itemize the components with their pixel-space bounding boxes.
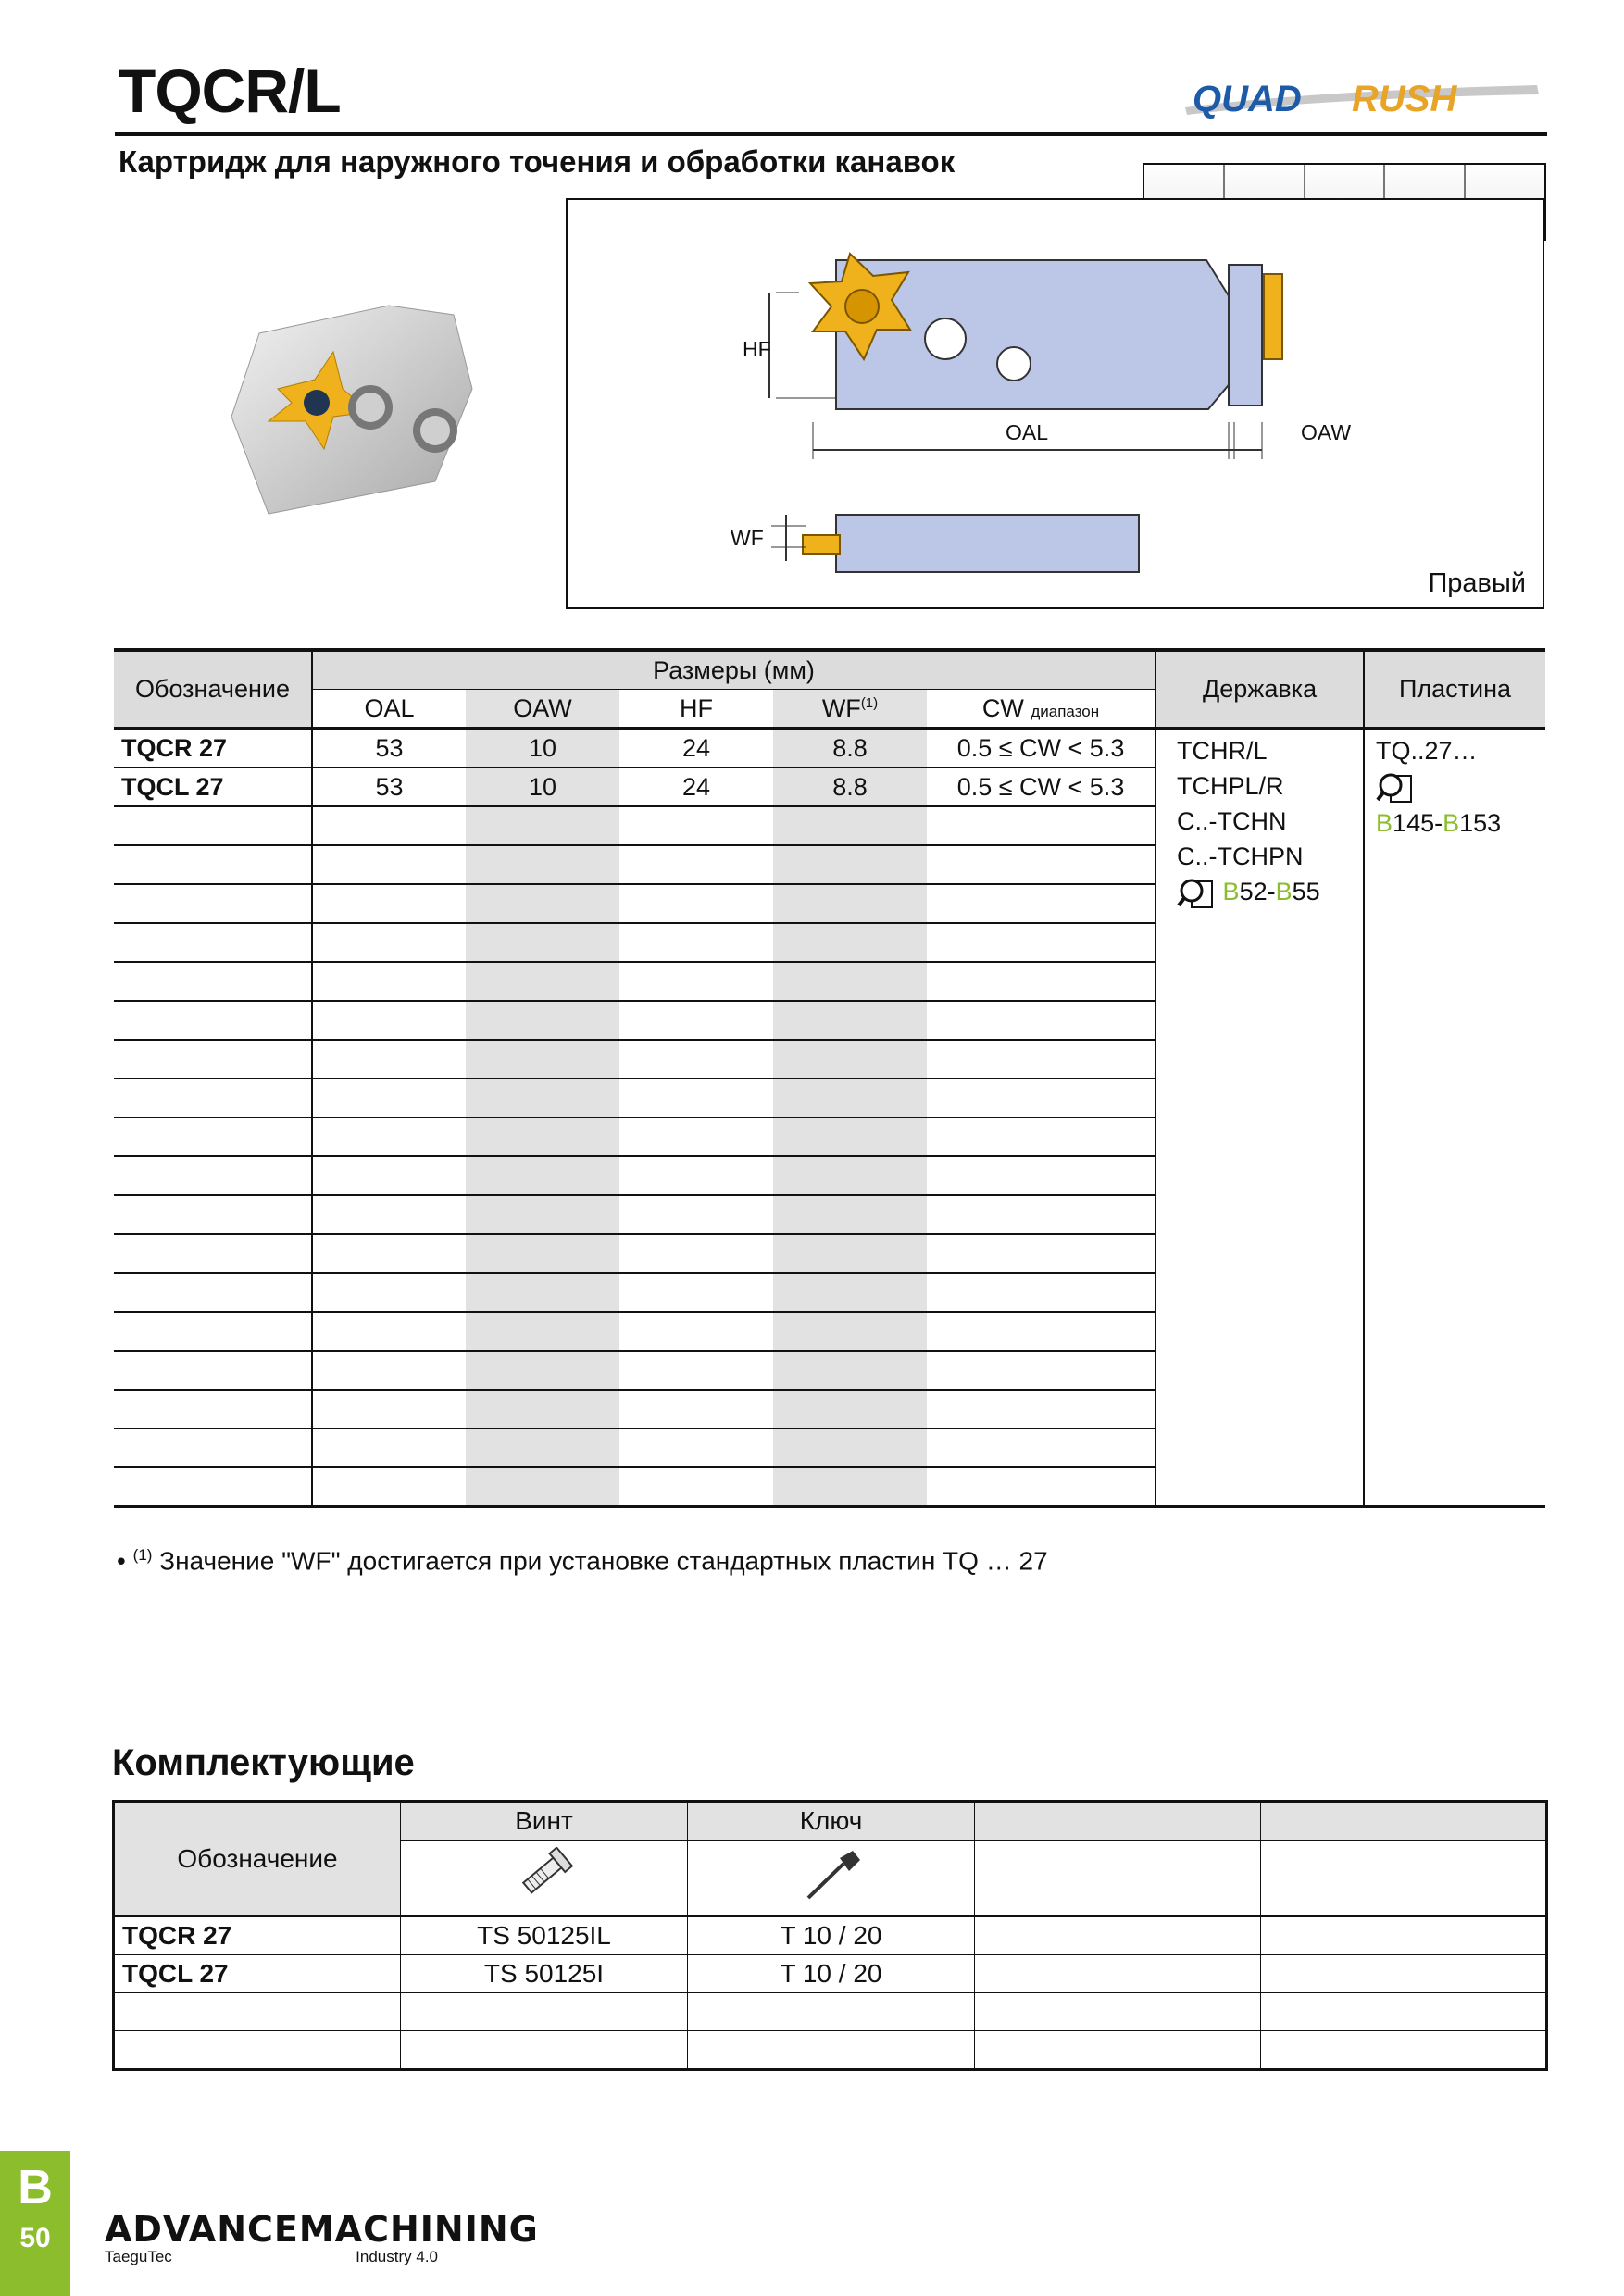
- holder-item: C..-TCHPN: [1177, 842, 1304, 870]
- advance-machining-logo: [105, 2209, 539, 2276]
- insert-reference[interactable]: B145-B153: [1376, 768, 1545, 841]
- acc-col-designation: Обозначение: [114, 1802, 401, 1916]
- cell-oaw: 10: [466, 767, 619, 806]
- torx-key-icon: [688, 1841, 975, 1916]
- hf-label: HF: [743, 337, 771, 361]
- acc-row-designation: TQCL 27: [114, 1955, 401, 1993]
- title-rule: [115, 132, 1547, 136]
- page-title: TQCR/L: [119, 56, 341, 125]
- col-cw: CW диапазон: [927, 690, 1156, 729]
- page-subtitle: Картридж для наружного точения и обработки канавок: [119, 144, 956, 179]
- svg-text:RUSH: RUSH: [1352, 79, 1457, 119]
- acc-cell-key: T 10 / 20: [688, 1955, 975, 1993]
- oal-label: OAL: [1006, 420, 1049, 444]
- cell-hf: 24: [619, 729, 773, 768]
- col-holder: Державка: [1156, 650, 1364, 729]
- cell-hf: 24: [619, 767, 773, 806]
- col-wf: WF$^{(1)}$: [773, 690, 927, 729]
- cell-oaw: 10: [466, 729, 619, 768]
- catalog-reference-icon: [1177, 876, 1216, 911]
- col-oal: OAL: [312, 690, 466, 729]
- section-tab: [0, 2151, 70, 2296]
- holder-item: TCHR/L: [1177, 737, 1268, 765]
- accessories-title: Комплектующие: [112, 1742, 415, 1783]
- section-letter: B: [18, 2161, 53, 2215]
- table-row-designation: TQCL 27: [114, 767, 312, 806]
- acc-empty-row: [114, 1993, 1547, 2031]
- col-oaw: OAW: [466, 690, 619, 729]
- col-designation: Обозначение: [114, 650, 312, 729]
- holder-list: [1156, 729, 1364, 1507]
- page-number: 50: [19, 2223, 51, 2253]
- col-insert: Пластина: [1364, 650, 1545, 729]
- cell-cw: 0.5 ≤ CW < 5.3: [927, 767, 1156, 806]
- brand-sub: TaeguTec Industry 4.0: [105, 2248, 438, 2265]
- acc-col-screw: Винт: [401, 1802, 688, 1841]
- acc-cell-screw: TS 50125IL: [401, 1916, 688, 1955]
- catalog-reference-icon: [1376, 770, 1415, 805]
- footnote: • $^{(1)}$ Значение "WF" достигается при установке стандартных пластин TQ … 27: [117, 1546, 1048, 1576]
- col-group-dimensions: Размеры (мм): [312, 650, 1156, 690]
- acc-col-empty: [1261, 1802, 1547, 1841]
- cell-oal: 53: [312, 729, 466, 768]
- screw-icon: [401, 1841, 688, 1916]
- insert-item: TQ..27…: [1376, 737, 1478, 765]
- insert-list: [1364, 729, 1545, 1507]
- col-hf: HF: [619, 690, 773, 729]
- acc-cell-screw: TS 50125I: [401, 1955, 688, 1993]
- acc-col-empty: [975, 1802, 1261, 1841]
- cartridge-photo: [213, 296, 491, 518]
- holder-item: C..-TCHN: [1177, 807, 1287, 835]
- acc-col-key: Ключ: [688, 1802, 975, 1841]
- oaw-label: OAW: [1301, 420, 1352, 444]
- acc-row-designation: TQCR 27: [114, 1916, 401, 1955]
- hand-label: Правый: [1428, 568, 1526, 598]
- quadrush-logo: [1176, 72, 1546, 124]
- accessories-table: [112, 1800, 1548, 2071]
- technical-drawing: [566, 198, 1544, 609]
- holder-reference[interactable]: B52-B55: [1177, 874, 1363, 911]
- cell-wf: 8.8: [773, 729, 927, 768]
- acc-cell-key: T 10 / 20: [688, 1916, 975, 1955]
- brand-main: ADVANCEMACHINING: [105, 2209, 539, 2250]
- wf-label: WF: [731, 526, 764, 550]
- acc-empty-row: [114, 2031, 1547, 2070]
- cell-oal: 53: [312, 767, 466, 806]
- cartridge-table: [114, 648, 1545, 1508]
- cell-cw: 0.5 ≤ CW < 5.3: [927, 729, 1156, 768]
- holder-item: TCHPL/R: [1177, 772, 1284, 800]
- cell-wf: 8.8: [773, 767, 927, 806]
- svg-text:QUAD: QUAD: [1193, 79, 1302, 119]
- table-row-designation: TQCR 27: [114, 729, 312, 768]
